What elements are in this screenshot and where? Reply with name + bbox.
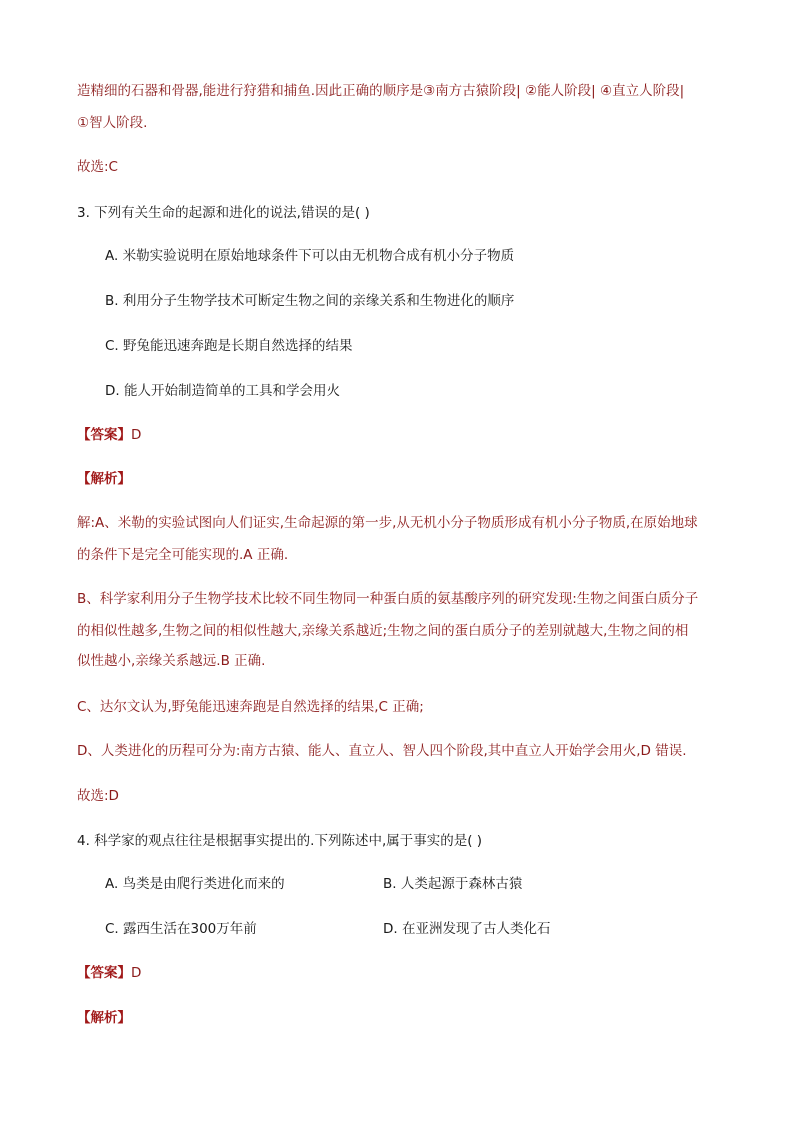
q3-answer (77, 425, 141, 445)
q3-answer-label: 【答案】 (77, 427, 131, 443)
q3-stem: 3. 下列有关生命的起源和进化的说法,错误的是( ) (77, 205, 370, 221)
prev-analysis-line-1: 造精细的石器和骨器,能进行狩猎和捕鱼.因此正确的顺序是③南方古猿阶段| ②能人阶段| ④直立人阶段| (77, 83, 685, 99)
q3-analysis-line: D、人类进化的历程可分为:南方古猿、能人、直立人、智人四个阶段,其中直立人开始学会用火,D 错误. (77, 743, 687, 759)
q3-analysis-line: 解:A、米勒的实验试图向人们证实,生命起源的第一步,从无机小分子物质形成有机小分子物质,在原始地球 (77, 515, 698, 531)
q4-option-c: C. 露西生活在300万年前 (105, 921, 257, 937)
q3-option-a: A. 米勒实验说明在原始地球条件下可以由无机物合成有机小分子物质 (105, 248, 515, 264)
q3-option-b: B. 利用分子生物学技术可断定生物之间的亲缘关系和生物进化的顺序 (105, 293, 515, 309)
q3-select: 故选:D (77, 788, 119, 804)
q3-analysis-line: B、科学家利用分子生物学技术比较不同生物同一种蛋白质的氨基酸序列的研究发现:生物之间蛋白质分子 (77, 591, 699, 607)
q3-option-c: C. 野兔能迅速奔跑是长期自然选择的结果 (105, 338, 353, 354)
q3-answer-value: D (131, 427, 142, 443)
q4-option-a: A. 鸟类是由爬行类进化而来的 (105, 876, 285, 892)
q3-analysis-label: 【解析】 (77, 471, 131, 487)
q4-answer-label: 【答案】 (77, 965, 131, 981)
q4-option-d: D. 在亚洲发现了古人类化石 (383, 921, 551, 937)
q3-analysis-line: 的相似性越多,生物之间的相似性越大,亲缘关系越近;生物之间的蛋白质分子的差别就越大,生物之间的相 (77, 623, 689, 639)
q3-analysis-line: 的条件下是完全可能实现的.A 正确. (77, 547, 289, 563)
prev-analysis-line-2: ①智人阶段. (77, 115, 148, 131)
prev-select: 故选:C (77, 159, 118, 175)
q4-analysis-label: 【解析】 (77, 1010, 131, 1026)
q4-answer-value: D (131, 965, 142, 981)
q4-option-b: B. 人类起源于森林古猿 (383, 876, 523, 892)
q3-analysis-line: C、达尔文认为,野兔能迅速奔跑是自然选择的结果,C 正确; (77, 699, 424, 715)
q4-stem: 4. 科学家的观点往往是根据事实提出的.下列陈述中,属于事实的是( ) (77, 833, 483, 849)
q3-option-d: D. 能人开始制造简单的工具和学会用火 (105, 383, 340, 399)
q3-analysis-line: 似性越小,亲缘关系越远.B 正确. (77, 653, 266, 669)
q4-answer (77, 963, 141, 983)
